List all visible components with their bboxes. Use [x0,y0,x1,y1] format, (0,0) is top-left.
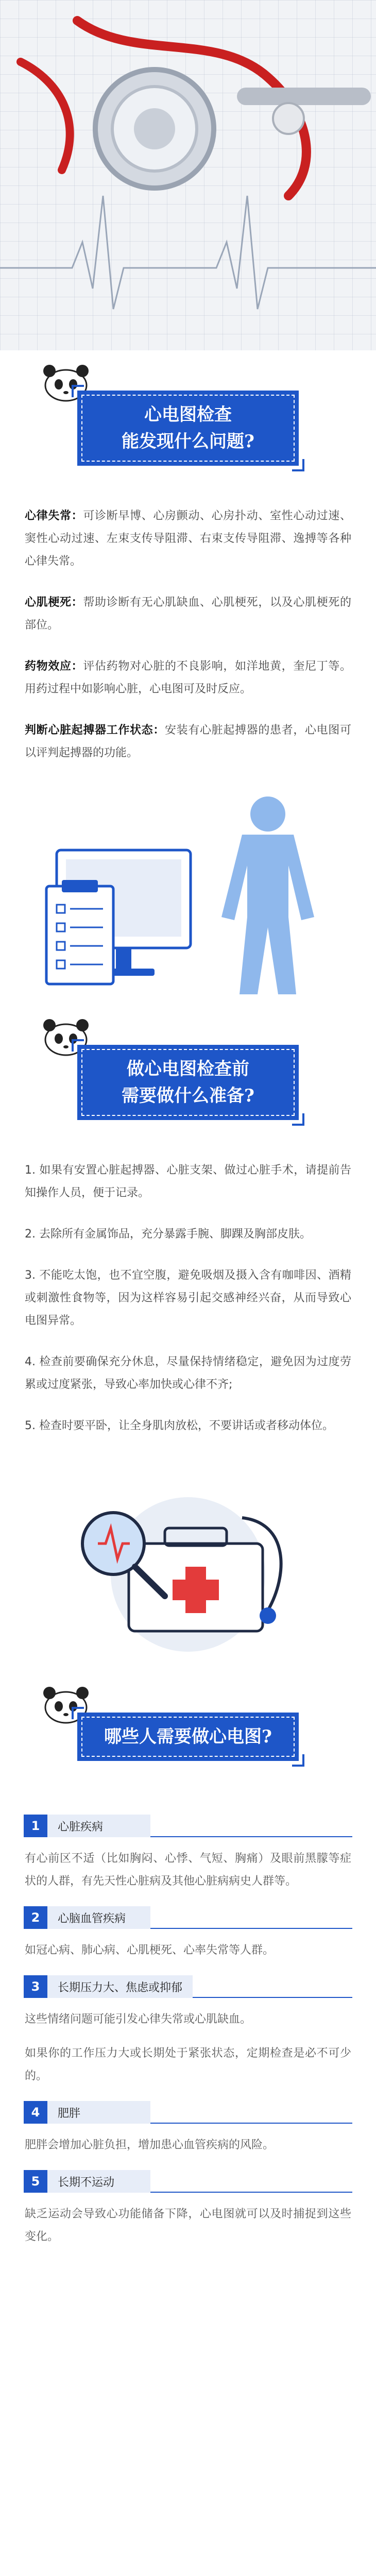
section1-title-line1: 心电图检查 [144,404,232,425]
section1-item: 心肌梗死：帮助诊断有无心肌缺血、心肌梗死，以及心肌梗死的部位。 [25,596,351,632]
section3-title [77,1713,299,1761]
section1-item: 心律失常：可诊断早博、心房颤动、心房扑动、室性心动过速、窦性心动过速、左束支传导阻滞、右束支传导阻滞、逸搏等各种心律失常。 [25,510,351,568]
section1-item: 判断心脏起搏器工作状态：安装有心脏起搏器的患者，心电图可以评判起搏器的功能。 [25,724,351,759]
group-label: 长期压力大、焦虑或抑郁 [47,1975,193,1998]
item-text: 安装有心脏起搏器的患者，心电图可以评判起搏器的功能。 [25,724,351,759]
section2-title-line1: 做心电图检查前 [127,1059,249,1079]
item-label: 药物效应 [25,660,72,673]
prep-item: 4. 检查前要确保充分休息，尽量保持情绪稳定，避免因为过度劳累或过度紧张，导致心率加快或心律不齐; [25,1355,351,1391]
section1-title-line2: 能发现什么问题? [122,431,254,452]
group-heading [24,1975,352,1998]
group-number: 5 [24,2170,47,2193]
item-text: 帮助诊断有无心肌缺血、心肌梗死，以及心肌梗死的部位。 [25,596,351,632]
stethoscope-icon [0,0,376,350]
section1-title [77,391,299,466]
prep-item: 5. 检查时要平卧，让全身肌肉放松，不要讲话或者移动体位。 [25,1419,334,1432]
group-number: 2 [24,1906,47,1929]
hero-image [0,0,376,350]
section2-title-line2: 需要做什么准备? [122,1086,254,1106]
section2-title [77,1045,299,1120]
group-number: 1 [24,1815,47,1837]
item-text: 评估药物对心脏的不良影响，如洋地黄，奎尼丁等。用药过程中如影响心脏，心电图可及时反应。 [25,660,351,696]
body-monitor-illustration [0,783,376,1005]
human-body-icon [221,796,314,994]
section3-header [0,1672,376,1770]
item-label: 心肌梗死 [25,596,72,609]
prep-item: 2. 去除所有金属饰品，充分暴露手腕、脚踝及胸部皮肤。 [25,1228,311,1241]
group-text: 肥胖会增加心脏负担，增加患心血管疾病的风险。 [25,2139,275,2151]
group-text-extra: 如果你的工作压力大或长期处于紧张状态，定期检查是必不可少的。 [25,2047,351,2082]
group-label: 肥胖 [47,2101,150,2124]
item-text: 可诊断早博、心房颤动、心房扑动、室性心动过速、窦性心动过速、左束支传导阻滞、右束支传导阻滞、逸搏等各种心律失常。 [25,510,351,568]
group-text: 缺乏运动会导致心功能储备下降，心电图就可以及时捕捉到这些变化。 [25,2208,351,2243]
group-text: 有心前区不适（比如胸闷、心悸、气短、胸痛）及眼前黑朦等症状的人群，有先天性心脏病及其他心脏病病史人群等。 [25,1852,351,1888]
group-number: 3 [24,1975,47,1998]
group-heading [24,1906,352,1929]
item-label: 心律失常 [25,510,72,522]
group-number: 4 [24,2101,47,2124]
item-label: 判断心脏起搏器工作状态 [25,724,153,737]
group-text: 这些情绪问题可能引发心律失常或心肌缺血。 [25,2013,252,2026]
section1-item: 药物效应：评估药物对心脏的不良影响，如洋地黄，奎尼丁等。用药过程中如影响心脏，心电图可及时反应。 [25,660,351,696]
group-label: 心脏疾病 [47,1815,150,1837]
section2-header [0,1005,376,1128]
clipboard-icon [46,880,113,984]
prep-item: 1. 如果有安置心脏起搏器、心脏支架、做过心脏手术，请提前告知操作人员，便于记录。 [25,1164,351,1199]
section3-title-text: 哪些人需要做心电图? [104,1726,272,1747]
group-label: 心脑血管疾病 [47,1906,150,1929]
group-heading [24,2170,352,2193]
medical-kit-illustration [0,1456,376,1672]
group-heading [24,1815,352,1837]
prep-item: 3. 不能吃太饱，也不宜空腹，避免吸烟及摄入含有咖啡因、酒精或刺激性食物等，因为这样容易引起交感神经兴奋，从而导致心电图异常。 [25,1269,351,1327]
group-text: 如冠心病、肺心病、心肌梗死、心率失常等人群。 [25,1944,275,1957]
group-heading [24,2101,352,2124]
section1-header [0,350,376,469]
group-label: 长期不运动 [47,2170,150,2193]
